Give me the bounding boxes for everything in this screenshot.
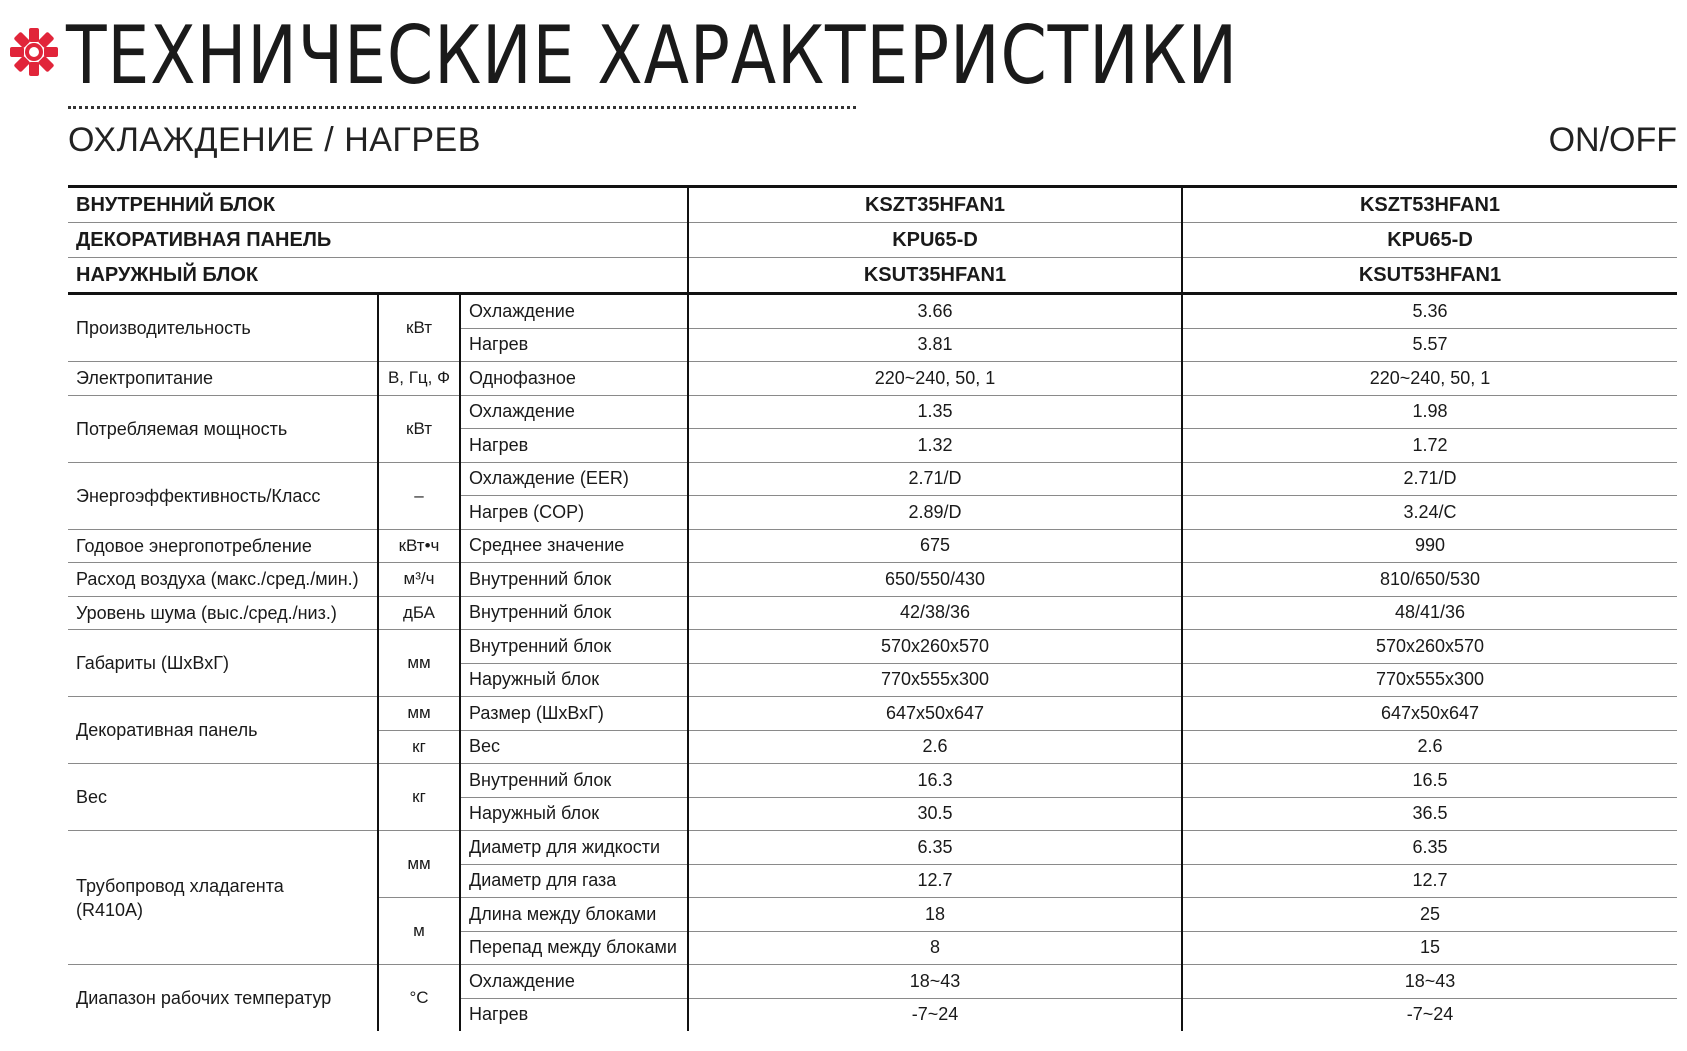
unit-cell: – bbox=[378, 462, 460, 529]
value-cell: 647x50x647 bbox=[688, 697, 1182, 731]
param-label: Уровень шума (выс./сред./низ.) bbox=[68, 596, 378, 630]
sub-label: Нагрев bbox=[460, 328, 688, 362]
param-label: Электропитание bbox=[68, 362, 378, 396]
table-row bbox=[68, 831, 1677, 865]
row-label: НАРУЖНЫЙ БЛОК bbox=[68, 258, 688, 294]
value-cell: 2.6 bbox=[1182, 730, 1677, 764]
value-cell: 5.57 bbox=[1182, 328, 1677, 362]
unit-cell: кг bbox=[378, 730, 460, 764]
table-row bbox=[68, 630, 1677, 664]
sub-label: Внутренний блок bbox=[460, 630, 688, 664]
model-value: KSZT53HFAN1 bbox=[1182, 187, 1677, 223]
row-label: ВНУТРЕННИЙ БЛОК bbox=[68, 187, 688, 223]
table-row bbox=[68, 697, 1677, 731]
model-value: KPU65-D bbox=[1182, 223, 1677, 258]
sub-label: Вес bbox=[460, 730, 688, 764]
value-cell: 3.66 bbox=[688, 294, 1182, 329]
value-cell: 810/650/530 bbox=[1182, 563, 1677, 597]
unit-cell: В, Гц, Ф bbox=[378, 362, 460, 396]
sub-label: Среднее значение bbox=[460, 529, 688, 563]
sub-label: Внутренний блок bbox=[460, 563, 688, 597]
table-row bbox=[68, 258, 1677, 294]
value-cell: 647x50x647 bbox=[1182, 697, 1677, 731]
value-cell: 16.3 bbox=[688, 764, 1182, 798]
sub-label: Однофазное bbox=[460, 362, 688, 396]
value-cell: 1.32 bbox=[688, 429, 1182, 463]
value-cell: 220~240, 50, 1 bbox=[1182, 362, 1677, 396]
sub-label: Охлаждение bbox=[460, 965, 688, 999]
value-cell: 1.35 bbox=[688, 395, 1182, 429]
sub-label: Охлаждение bbox=[460, 395, 688, 429]
model-value: KPU65-D bbox=[688, 223, 1182, 258]
unit-cell: мм bbox=[378, 697, 460, 731]
value-cell: 15 bbox=[1182, 931, 1677, 965]
unit-cell: дБА bbox=[378, 596, 460, 630]
sub-label: Наружный блок bbox=[460, 797, 688, 831]
value-cell: 2.71/D bbox=[688, 462, 1182, 496]
value-cell: 570x260x570 bbox=[688, 630, 1182, 664]
table-row bbox=[68, 529, 1677, 563]
table-row bbox=[68, 596, 1677, 630]
table-row bbox=[68, 764, 1677, 798]
model-value: KSUT35HFAN1 bbox=[688, 258, 1182, 294]
unit-cell: м bbox=[378, 898, 460, 965]
sub-label: Размер (ШхВхГ) bbox=[460, 697, 688, 731]
param-label: Расход воздуха (макс./сред./мин.) bbox=[68, 563, 378, 597]
value-cell: -7~24 bbox=[688, 998, 1182, 1031]
param-label bbox=[68, 831, 378, 965]
value-cell: 770x555x300 bbox=[688, 663, 1182, 697]
value-cell: 3.24/C bbox=[1182, 496, 1677, 530]
model-value: KSUT53HFAN1 bbox=[1182, 258, 1677, 294]
param-label: Диапазон рабочих температур bbox=[76, 988, 332, 1008]
value-cell: 8 bbox=[688, 931, 1182, 965]
value-cell: 1.98 bbox=[1182, 395, 1677, 429]
param-label: Производительность bbox=[68, 294, 378, 362]
value-cell: -7~24 bbox=[1182, 998, 1677, 1031]
value-cell: 42/38/36 bbox=[688, 596, 1182, 630]
value-cell: 16.5 bbox=[1182, 764, 1677, 798]
value-cell: 36.5 bbox=[1182, 797, 1677, 831]
unit-cell: мм bbox=[378, 831, 460, 898]
value-cell: 18~43 bbox=[688, 965, 1182, 999]
red-snowflake-logo-icon bbox=[8, 26, 60, 78]
table-row bbox=[68, 395, 1677, 429]
value-cell: 48/41/36 bbox=[1182, 596, 1677, 630]
param-label-line: Трубопровод хладагента bbox=[76, 875, 284, 896]
value-cell: 30.5 bbox=[688, 797, 1182, 831]
unit-cell: °C bbox=[378, 965, 460, 1032]
value-cell: 5.36 bbox=[1182, 294, 1677, 329]
unit-cell: кВт bbox=[378, 294, 460, 362]
value-cell: 6.35 bbox=[1182, 831, 1677, 865]
value-cell: 18~43 bbox=[1182, 965, 1677, 999]
value-cell: 12.7 bbox=[1182, 864, 1677, 898]
table-row bbox=[68, 362, 1677, 396]
sub-label: Длина между блоками bbox=[460, 898, 688, 932]
sub-label: Нагрев bbox=[460, 429, 688, 463]
sub-label: Перепад между блоками bbox=[460, 931, 688, 965]
sub-label: Диаметр для жидкости bbox=[460, 831, 688, 865]
unit-cell: кг bbox=[378, 764, 460, 831]
param-label: Габариты (ШхВхГ) bbox=[68, 630, 378, 697]
table-row bbox=[68, 462, 1677, 496]
unit-cell: кВт•ч bbox=[378, 529, 460, 563]
value-cell: 12.7 bbox=[688, 864, 1182, 898]
value-cell: 18 bbox=[688, 898, 1182, 932]
sub-label: Наружный блок bbox=[460, 663, 688, 697]
value-cell: 770x555x300 bbox=[1182, 663, 1677, 697]
sub-label: Внутренний блок bbox=[460, 596, 688, 630]
sub-label: Охлаждение bbox=[460, 294, 688, 329]
value-cell: 2.89/D bbox=[688, 496, 1182, 530]
table-row bbox=[68, 294, 1677, 329]
sub-label: Диаметр для газа bbox=[460, 864, 688, 898]
row-label: ДЕКОРАТИВНАЯ ПАНЕЛЬ bbox=[68, 223, 688, 258]
value-cell: 2.71/D bbox=[1182, 462, 1677, 496]
page-title: ТЕХНИЧЕСКИЕ ХАРАКТЕРИСТИКИ bbox=[66, 9, 1239, 102]
value-cell: 1.72 bbox=[1182, 429, 1677, 463]
param-label: Вес bbox=[68, 764, 378, 831]
unit-cell: кВт bbox=[378, 395, 460, 462]
sub-label: Нагрев (COP) bbox=[460, 496, 688, 530]
table-row bbox=[68, 563, 1677, 597]
unit-cell: мм bbox=[378, 630, 460, 697]
value-cell: 6.35 bbox=[688, 831, 1182, 865]
value-cell: 650/550/430 bbox=[688, 563, 1182, 597]
value-cell: 675 bbox=[688, 529, 1182, 563]
sub-label: Внутренний блок bbox=[460, 764, 688, 798]
param-label: Декоративная панель bbox=[68, 697, 378, 764]
value-cell: 570x260x570 bbox=[1182, 630, 1677, 664]
value-cell: 3.81 bbox=[688, 328, 1182, 362]
param-label-line: (R410A) bbox=[76, 899, 144, 920]
unit-cell: м³/ч bbox=[378, 563, 460, 597]
page-subtitle: ОХЛАЖДЕНИЕ / НАГРЕВ bbox=[68, 121, 481, 159]
mode-label: ON/OFF bbox=[1548, 121, 1677, 159]
value-cell: 25 bbox=[1182, 898, 1677, 932]
specifications-table bbox=[68, 185, 1677, 1031]
sub-label: Охлаждение (EER) bbox=[460, 462, 688, 496]
value-cell: 220~240, 50, 1 bbox=[688, 362, 1182, 396]
value-cell: 990 bbox=[1182, 529, 1677, 563]
param-label: Годовое энергопотребление bbox=[68, 529, 378, 563]
model-value: KSZT35HFAN1 bbox=[688, 187, 1182, 223]
dotted-divider bbox=[68, 106, 856, 109]
param-label: Энергоэффективность/Класс bbox=[68, 462, 378, 529]
table-row bbox=[68, 965, 1677, 999]
param-label: Потребляемая мощность bbox=[68, 395, 378, 462]
sub-label: Нагрев bbox=[460, 998, 688, 1031]
table-row bbox=[68, 223, 1677, 258]
table-row bbox=[68, 187, 1677, 223]
value-cell: 2.6 bbox=[688, 730, 1182, 764]
